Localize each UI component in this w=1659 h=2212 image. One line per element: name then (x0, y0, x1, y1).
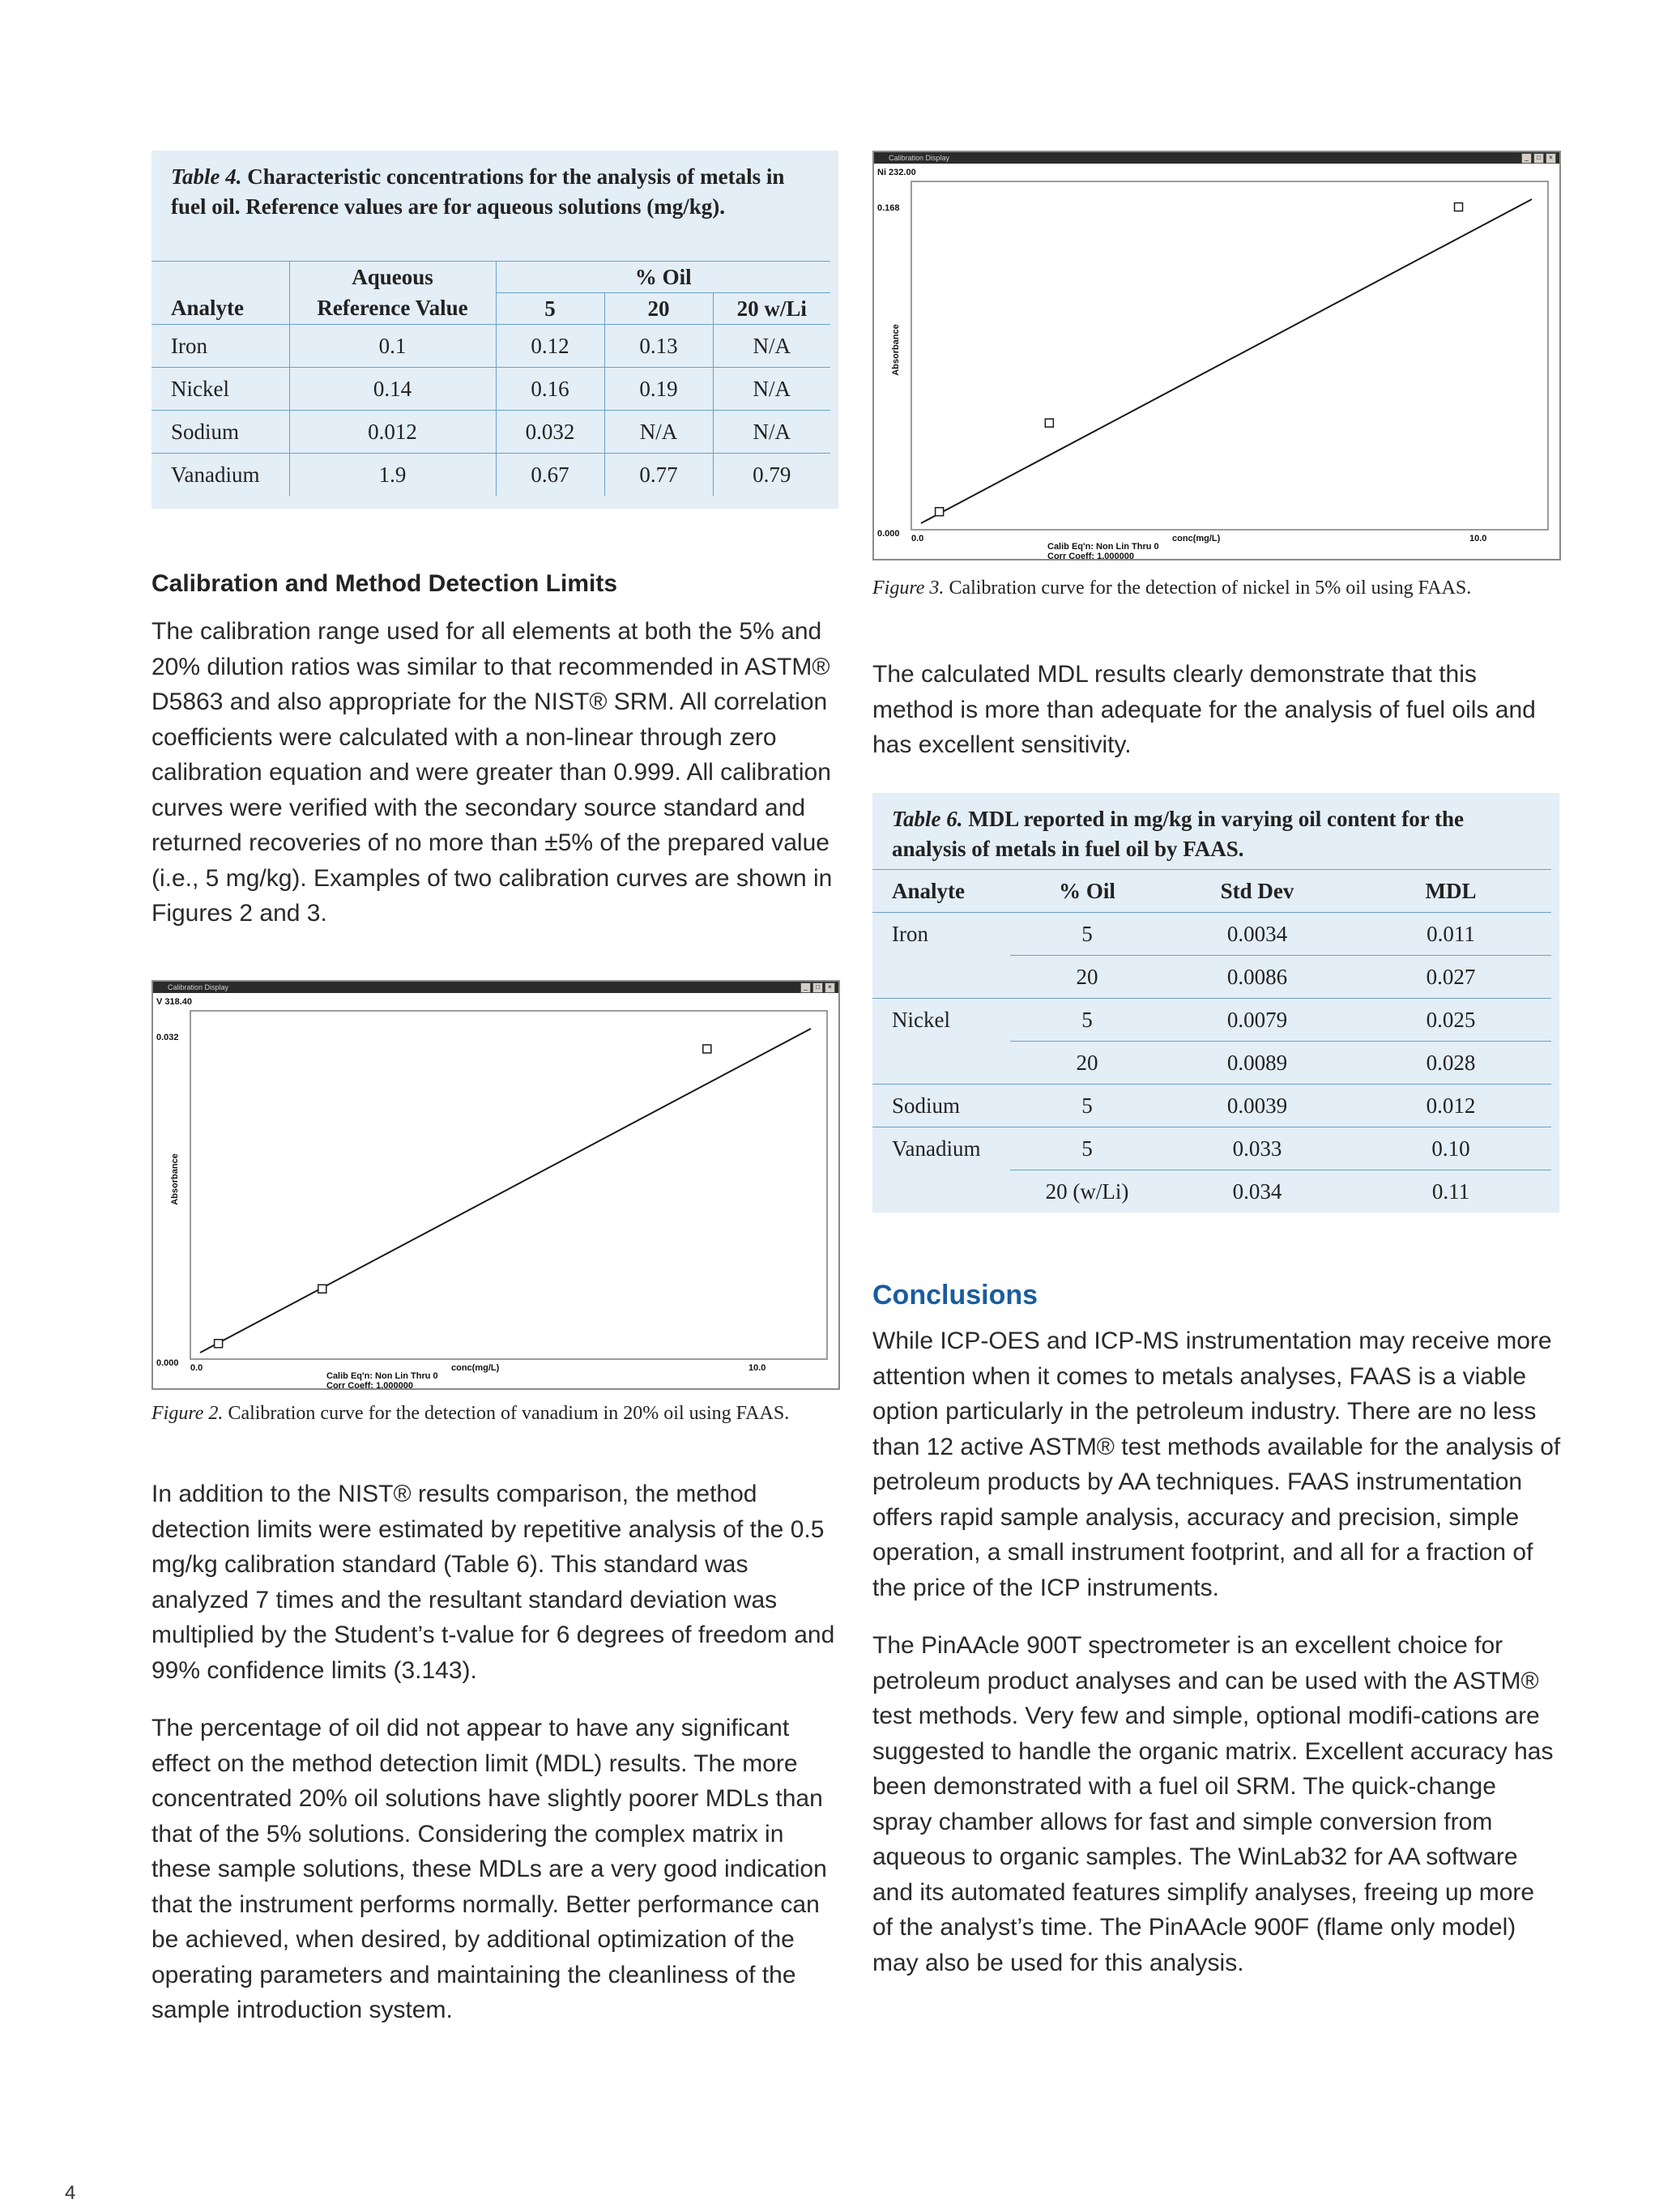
corr-coeff: Corr Coeff: 1.000000 (326, 1381, 413, 1391)
table-6-cell: 0.034 (1232, 1178, 1282, 1204)
table-4-cell: 0.12 (496, 325, 604, 368)
conclusions-heading: Conclusions (872, 1280, 1038, 1311)
table-6-cell (872, 1170, 1010, 1213)
table-4-cell: Iron (151, 325, 289, 368)
table-6-cell: Sodium (872, 1085, 1010, 1127)
paragraph: The calculated MDL results clearly demonstrate that this method is more than adequate for the analysis of fuel oils and has excellent sensitivity. (872, 661, 1536, 758)
table-4-head-oil: % Oil (634, 264, 692, 289)
table-6-cell: 5 (1010, 1085, 1164, 1127)
minimize-icon[interactable]: _ (1521, 153, 1532, 164)
table-4 (151, 151, 838, 509)
calib-equation: Calib Eq'n: Non Lin Thru 0 (1047, 542, 1159, 552)
figure-2-label: Figure 2. (151, 1403, 224, 1424)
table-6 (872, 793, 1559, 1213)
y-max-label: 0.168 (877, 203, 900, 213)
table-6-caption (892, 804, 1540, 864)
figure-2-caption (151, 1403, 789, 1425)
table-6-head: % Oil (1010, 870, 1164, 913)
table-4-head-aqueous: Aqueous (289, 262, 496, 293)
paragraph: The PinAAcle 900T spectrometer is an excellent choice for petroleum product analyses and can be used with the ASTM® test methods. Very few and simple, optional modifi-cations are suggested to handle the organic matrix. Excellent accuracy has been demonstrated with a fuel oil SRM. The quick-change spray chamber allows for fast and simple conversion from aqueous to organic samples. The WinLab32 for AA software and its automated features simplify analyses, freeing up more of the analyst’s time. The PinAAcle 900F (flame only model) may also be used for this analysis. (872, 1632, 1554, 1976)
x-axis-label: conc(mg/L) (1172, 534, 1221, 543)
window-title: Calibration Display (168, 983, 229, 991)
table-6-head: Analyte (872, 870, 1010, 913)
standard-point (1045, 419, 1053, 427)
table-row (872, 913, 1551, 956)
table-6-cell: 0.11 (1431, 1178, 1470, 1204)
figure-3-caption-text: Calibration curve for the detection of nickel in 5% oil using FAAS. (949, 578, 1472, 599)
table-row (872, 1170, 1551, 1213)
calibration-curve (200, 1029, 811, 1353)
conclusions-body (872, 1323, 1561, 1980)
figure-3-window (872, 151, 1561, 560)
table-4-head-20: 20 (604, 293, 713, 325)
figure-3-titlebar (874, 152, 1559, 164)
table-6-cell: 0.033 (1164, 1127, 1350, 1170)
table-4-caption-text: Characteristic concentrations for the analysis of metals in fuel oil. Reference values are for aqueous solutions (mg/kg). (171, 164, 785, 219)
figure-2-caption-text: Calibration curve for the detection of vanadium in 20% oil using FAAS. (228, 1403, 790, 1424)
y-min-label: 0.000 (877, 529, 900, 539)
table-6-cell: 20 (1010, 1042, 1164, 1085)
table-6-cell: 0.0039 (1164, 1085, 1350, 1127)
table-6-cell: Nickel (892, 1007, 950, 1032)
table-4-cell: 0.67 (496, 454, 604, 497)
table-4-head-reference: Reference Value (289, 293, 496, 325)
table-4-cell: 0.19 (604, 368, 713, 411)
table-6-cell: 5 (1010, 913, 1164, 956)
table-6-cell: 5 (1010, 1127, 1164, 1170)
table-4-grid (151, 261, 830, 496)
maximize-icon[interactable]: □ (1533, 153, 1544, 164)
table-6-cell: 0.027 (1350, 956, 1551, 999)
x-max-label: 10.0 (748, 1363, 766, 1373)
table-4-cell: 0.77 (604, 454, 713, 497)
page-number: 4 (65, 2182, 76, 2204)
standard-point (1455, 203, 1463, 211)
table-4-label: Table 4. (171, 164, 242, 189)
table-row (872, 956, 1551, 999)
right-intro (872, 657, 1561, 763)
table-6-cell (872, 956, 1010, 999)
y-axis-label: Absorbance (170, 1153, 180, 1205)
table-row (872, 1085, 1551, 1127)
section-heading-calibration: Calibration and Method Detection Limits (151, 570, 618, 597)
table-4-cell: N/A (713, 411, 830, 454)
table-6-head: Std Dev (1164, 870, 1350, 913)
table-row (151, 368, 830, 411)
figure-2-window (151, 980, 840, 1390)
table-6-caption-text: MDL reported in mg/kg in varying oil content for the analysis of metals in fuel oil by FAAS. (892, 807, 1464, 861)
figure-3-caption (872, 578, 1471, 599)
x-min-label: 0.0 (911, 534, 924, 543)
y-axis-label: Absorbance (891, 324, 901, 376)
y-min-label: 0.000 (156, 1358, 179, 1368)
table-4-cell: 0.032 (496, 411, 604, 454)
table-4-caption (171, 162, 819, 222)
table-4-cell: Vanadium (151, 454, 289, 497)
table-6-cell: 0.0034 (1164, 913, 1350, 956)
table-6-cell: Iron (892, 921, 928, 946)
table-6-cell: 20 (1010, 956, 1164, 999)
table-6-label: Table 6. (892, 807, 963, 831)
table-row (872, 1042, 1551, 1085)
y-max-label: 0.032 (156, 1033, 179, 1042)
close-icon[interactable]: × (825, 982, 835, 993)
standard-point (936, 508, 944, 516)
table-4-head-analyte: Analyte (151, 293, 289, 325)
table-4-cell: 0.79 (753, 462, 791, 487)
table-6-cell: 0.012 (1350, 1085, 1551, 1127)
table-row (872, 1127, 1551, 1170)
table-6-cell (872, 1042, 1010, 1085)
table-4-cell: 0.14 (289, 368, 496, 411)
standard-point (215, 1340, 223, 1348)
close-icon[interactable]: × (1546, 153, 1556, 164)
table-6-cell: 0.0086 (1164, 956, 1350, 999)
paragraph: While ICP-OES and ICP-MS instrumentation may receive more attention when it comes to metals analyses, FAAS is a viable option particularly in the petroleum industry. There are no less than 12 active ASTM® test methods available for the analysis of petroleum products by AA techniques. FAAS instrumentation offers rapid sample analysis, accuracy and precision, simple operation, a small instrument footprint, and all for a fraction of the price of the ICP instruments. (872, 1328, 1561, 1601)
table-4-cell: Nickel (151, 368, 289, 411)
table-4-cell: N/A (604, 411, 713, 454)
table-4-cell: 0.16 (496, 368, 604, 411)
paragraph: The percentage of oil did not appear to have any significant effect on the method detection limit (MDL) results. The more concentrated 20% oil solutions have slightly poorer MDLs than that of the 5% solutions. Considering the complex matrix in these sample solutions, these MDLs are a very good indication that the instrument performs normally. Better performance can be achieved, when desired, by additional optimization of the operating parameters and maintaining the cleanliness of the sample introduction system. (151, 1715, 827, 2023)
maximize-icon[interactable]: □ (812, 982, 823, 993)
table-4-cell: 0.012 (289, 411, 496, 454)
paragraph: In addition to the NIST® results comparison, the method detection limits were estimated by repetitive analysis of the 0.5 mg/kg calibration standard (Table 6). This standard was analyzed 7 times and the resultant standard deviation was multiplied by the Student’s t-value for 6 degrees of freedom and 99% confidence limits (3.143). (151, 1481, 835, 1684)
table-4-cell: N/A (713, 368, 830, 411)
paragraph: The calibration range used for all elements at both the 5% and 20% dilution ratios was similar to that recommended in ASTM® D5863 and also appropriate for the NIST® SRM. All correlation coefficients were calculated with a non-linear through zero calibration equation and were greater than 0.999. All calibration curves were verified with the secondary source standard and returned recoveries of no more than ±5% of the prepared value (i.e., 5 mg/kg). Examples of two calibration curves are shown in Figures 2 and 3. (151, 618, 833, 927)
left-paragraphs (151, 1477, 840, 2028)
minimize-icon[interactable]: _ (800, 982, 811, 993)
standard-point (703, 1045, 711, 1053)
table-row (872, 999, 1551, 1042)
x-axis-label: conc(mg/L) (451, 1363, 500, 1373)
table-6-cell: 0.0089 (1164, 1042, 1350, 1085)
table-6-cell: 5 (1010, 999, 1164, 1042)
table-6-cell: 0.028 (1350, 1042, 1551, 1085)
corr-coeff: Corr Coeff: 1.000000 (1047, 552, 1134, 561)
table-4-cell: Sodium (151, 411, 289, 454)
figure-2-titlebar (153, 982, 838, 993)
element-label: Ni 232.00 (877, 168, 916, 177)
element-label: V 318.40 (156, 997, 193, 1007)
table-6-cell: 0.0079 (1164, 999, 1350, 1042)
figure-2-chart (153, 993, 835, 1391)
table-6-grid (872, 869, 1551, 1213)
table-6-cell: 0.011 (1350, 913, 1551, 956)
table-row (151, 454, 830, 497)
x-max-label: 10.0 (1469, 534, 1487, 543)
calibration-paragraph (151, 614, 840, 931)
figure-3-label: Figure 3. (872, 578, 945, 599)
table-6-cell: Vanadium (892, 1136, 981, 1161)
x-min-label: 0.0 (190, 1363, 203, 1373)
table-6-cell: 20 (w/Li) (1045, 1178, 1129, 1204)
table-6-head: MDL (1350, 870, 1551, 913)
figure-3-chart (874, 164, 1556, 561)
table-4-cell: N/A (713, 325, 830, 368)
window-title: Calibration Display (889, 154, 950, 162)
table-6-cell: 0.025 (1350, 999, 1551, 1042)
calib-equation: Calib Eq'n: Non Lin Thru 0 (326, 1371, 438, 1381)
calibration-curve (921, 199, 1532, 523)
table-4-cell: 0.13 (604, 325, 713, 368)
table-6-cell: 0.10 (1350, 1127, 1551, 1170)
table-4-head-20wli: 20 w/Li (713, 293, 830, 325)
table-4-cell: 0.1 (289, 325, 496, 368)
table-4-head-5: 5 (496, 293, 604, 325)
table-4-head-blank (151, 262, 289, 293)
table-row (151, 411, 830, 454)
standard-point (318, 1285, 326, 1293)
table-row (151, 325, 830, 368)
table-4-cell: 1.9 (289, 454, 496, 497)
